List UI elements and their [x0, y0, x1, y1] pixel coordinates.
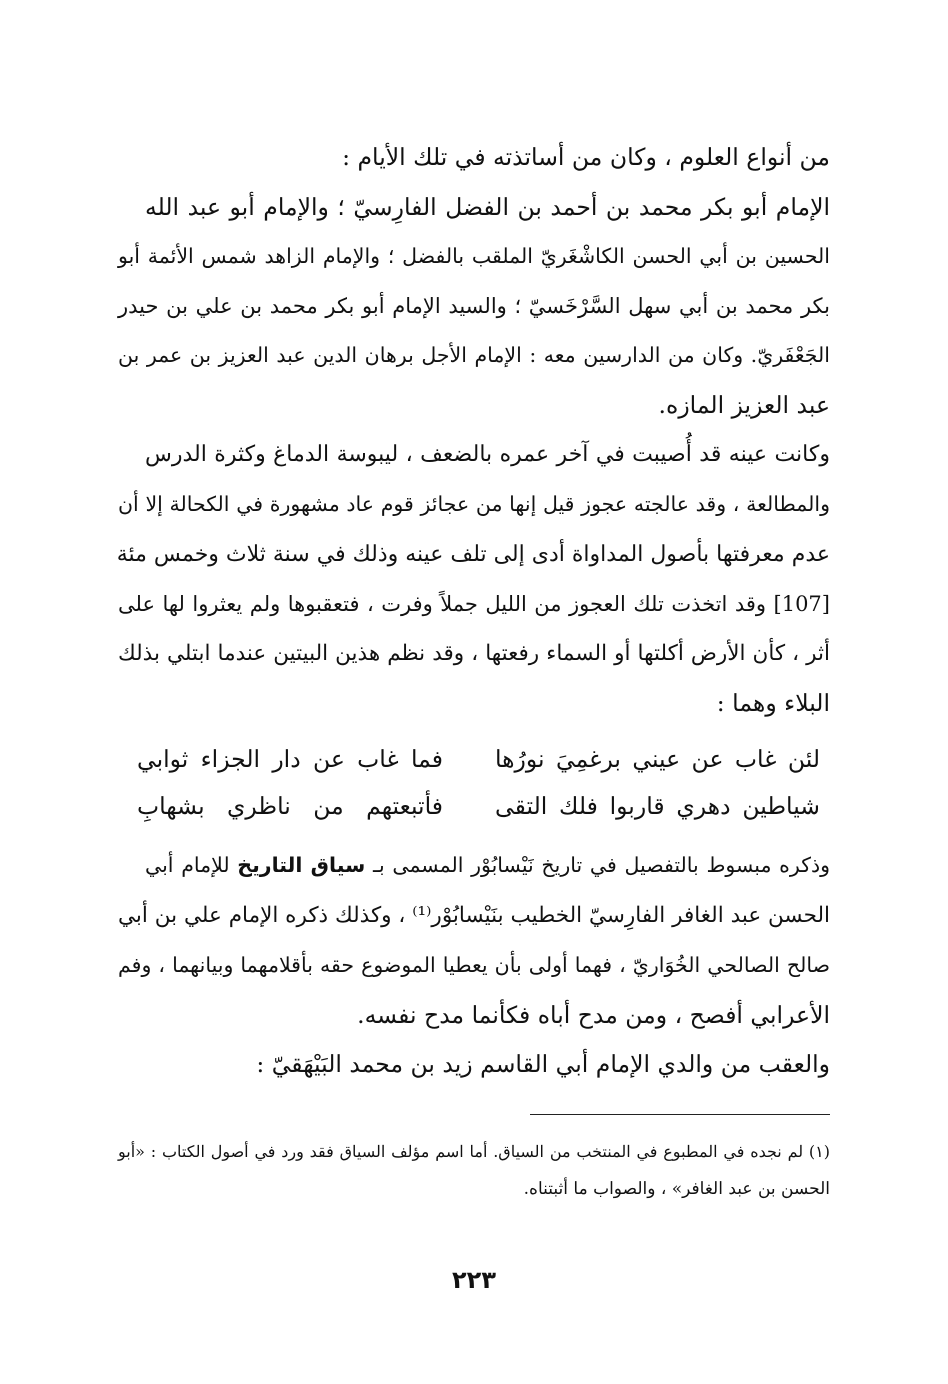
text-line: [107] وقد اتخذت تلك العجوز من الليل جملاً وفرت ، فتعقبوها ولم يعثروا لها على: [118, 592, 830, 616]
verse-2-second-hemistich: فأتبعتهم من ناظري بشهابِ: [137, 792, 443, 820]
footnote-line: (١) لم نجده في المطبوع في المنتخب من السياق. أما اسم مؤلف السياق فقد ورد في أصول الكتاب : «أبو: [118, 1142, 830, 1161]
text-line: من أنواع العلوم ، وكان من أساتذته في تلك الأيام :: [342, 143, 830, 171]
verse-1-first-hemistich: لئن غاب عن عيني برغمِيَ نورُها: [495, 745, 820, 773]
text-segment: وذكره مبسوط بالتفصيل في تاريخ نَيْسابُوْر المسمى بـ: [365, 853, 830, 877]
text-line: الإمام أبو بكر محمد بن أحمد بن الفضل الفارِسيّ ؛ والإمام أبو عبد الله: [145, 193, 830, 221]
footnote-separator: [530, 1114, 830, 1115]
text-line: والعقب من والدي الإمام أبي القاسم زيد بن محمد البَيْهَقيّ :: [256, 1050, 830, 1078]
verse-1-second-hemistich: فما غاب عن دار الجزاء ثوابي: [137, 745, 443, 773]
text-line: البلاء وهما :: [716, 689, 830, 717]
footnote-line: الحسن بن عبد الغافر» ، والصواب ما أثبتناه.: [523, 1179, 830, 1199]
text-line: والمطالعة ، وقد عالجته عجوز قيل إنها من عجائز قوم عاد مشهورة في الكحالة إلا أن: [118, 492, 830, 516]
text-line: بكر محمد بن أبي سهل السَّرْخَسيّ ؛ والسيد الإمام أبو بكر محمد بن علي بن حيدر: [118, 294, 830, 318]
text-line: الحسين بن أبي الحسن الكاشْغَريّ الملقب بالفضل ؛ والإمام الزاهد شمس الأئمة أبو: [118, 244, 830, 268]
text-line: الحسن عبد الغافر الفارِسيّ الخطيب بنَيْسابُوْر⁽¹⁾ ، وكذلك ذكره الإمام علي بن أبي: [118, 903, 830, 928]
book-title-bold: سياق التاريخ: [237, 853, 366, 877]
text-line: [145, 855, 830, 876]
text-line: عبد العزيز المازه.: [658, 391, 830, 419]
verse-2-first-hemistich: شياطين دهري قاربوا فلك التقى: [495, 792, 820, 820]
text-line: وكانت عينه قد أُصيبت في آخر عمره بالضعف ، ليبوسة الدماغ وكثرة الدرس: [145, 442, 830, 467]
text-line: الأعرابي أفصح ، ومن مدح أباه فكأنما مدح نفسه.: [357, 1001, 830, 1029]
text-line: صالح الصالحي الخُوَاريّ ، فهما أولى بأن يعطيا الموضوع حقه بأقلامهما وبيانهما ، وفم: [118, 953, 830, 977]
text-line: الجَعْفَريّ. وكان من الدارسين معه : الإمام الأجل برهان الدين عبد العزيز بن عمر بن: [118, 343, 830, 367]
page-number: ٢٢٣: [452, 1266, 496, 1294]
text-line: أثر ، كأن الأرض أكلتها أو السماء رفعتها ، وقد نظم هذين البيتين عندما ابتلي بذلك: [118, 641, 830, 666]
text-segment: للإمام أبي: [145, 853, 238, 877]
text-line: عدم معرفتها بأصول المداواة أدى إلى تلف عينه وذلك في سنة ثلاث وخمس مئة: [116, 542, 830, 567]
